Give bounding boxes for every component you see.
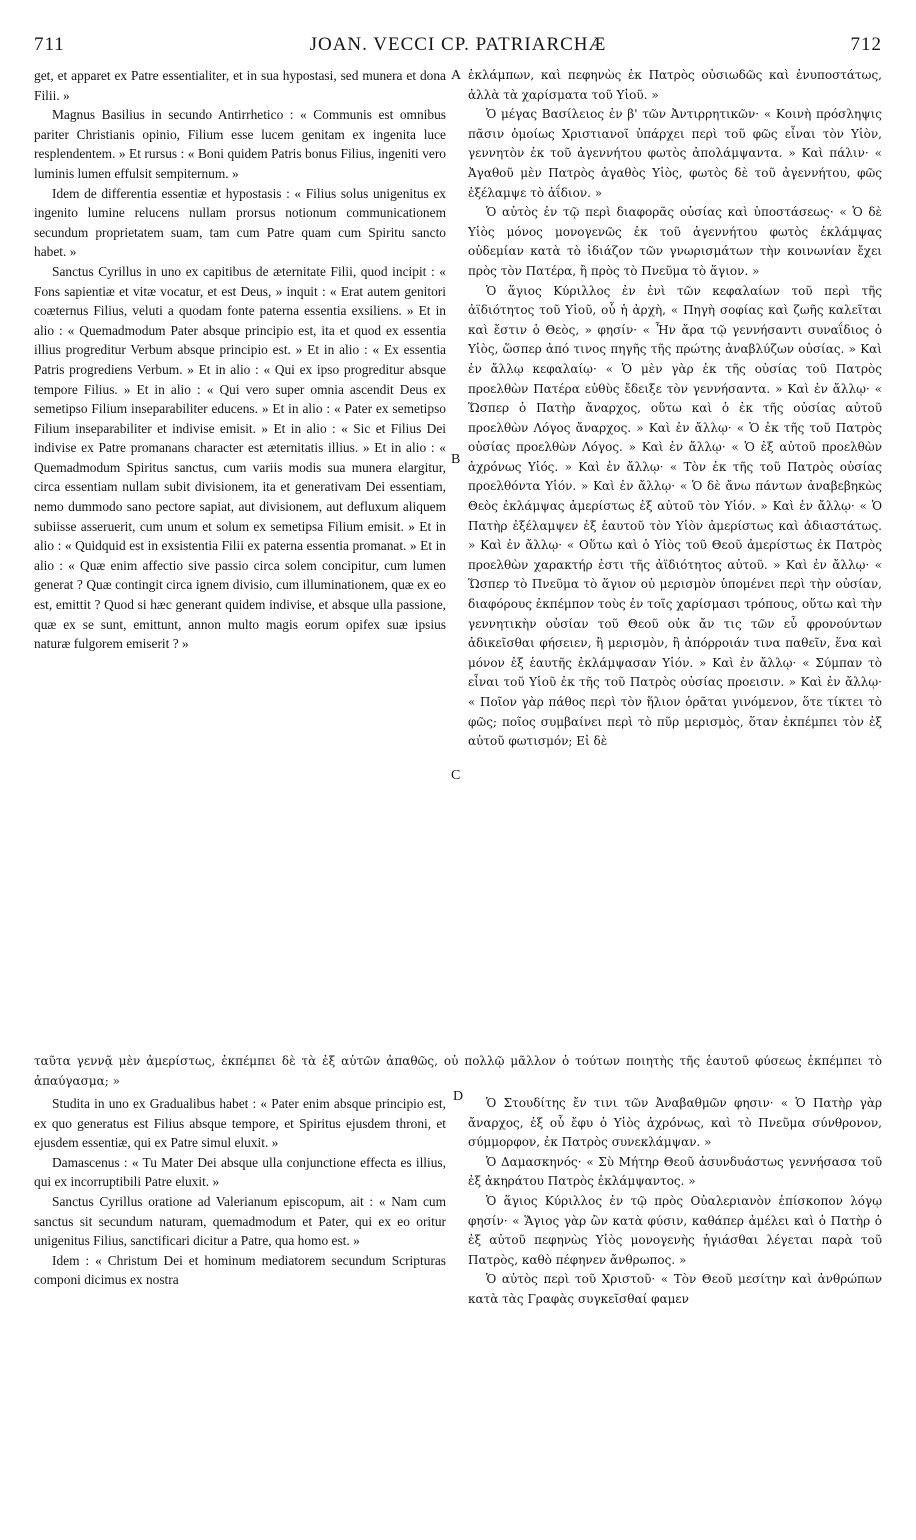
greek-paragraph: Ὁ αὐτὸς περὶ τοῦ Χριστοῦ· « Τὸν Θεοῦ μεσίτην καὶ ἀνθρώπων κατὰ τὰς Γραφὰς συγκεῖσθαί φαμεν	[468, 1272, 882, 1306]
latin-paragraph: Idem de differentia essentiæ et hypostasis : « Filius solus unigenitus ex ingenito lumine relucens nullam prorsus notionum communicationem secundum proprietatem suam, tam cum Patre quam cum Spiritu sancto habet. »	[34, 185, 446, 260]
latin-column-bottom	[34, 1094, 446, 1290]
greek-paragraph: Ὁ μέγας Βασίλειος ἐν β' τῶν Ἀντιρρητικῶν· « Κοινὴ πρόσληψις πᾶσιν ὁμοίως Χριστιανοῖ ὑπάρχει περὶ τοῦ φῶς εἶναι τὸν Υἱὸν, γεννητὸν ἐκ τοῦ ἀγεννήτου φωτὸς ἀπολάμψαντα. » Καὶ πάλιν· « Ἀγαθοῦ μὲν Πατρὸς ἀγαθὸς Υἱὸς, φωτὸς δὲ τοῦ ἀγεννήτου, φῶς ἐξέλαμψε τὸ ἀΐδιον. »	[468, 107, 882, 200]
latin-paragraph: get, et apparet ex Patre essentialiter, et in sua hypostasi, sed munera et dona Filii. »	[34, 68, 446, 103]
running-title: JOAN. VECCI CP. PATRIARCHÆ	[309, 34, 607, 55]
latin-paragraph: Sanctus Cyrillus in uno ex capitibus de æternitate Filii, quod incipit : « Fons sapientiæ et vitæ vocatur, et est Deus, » inquit : « Erat autem genitori coæternus Filius, veluti a quodam fonte paterna essentia exsiliens. » Et in alio : « Quemadmodum Pater absque principio est, ita et quod ex essentia illius progreditur Verbum absque principio est. » Et in alio : « Ex essentia Patris progrediens Verbum. » Et in alio : « Qui ex ipso progreditur absque tempore Filius. » Et in alio : « Qui vero super omnia ascendit Deus ex semetipso Filium inseparabiliter educens. » Et in alio : « Pater ex semetipso Filium inseparabiliter et indivise emisit. » Et in alio : « Sic et Filius Dei indivise ex Patre promanans character est æternitatis illius. » Et in alio : « Quemadmodum Spiritus sanctus, cum variis modis sua munera elargitur, circa essentiam nullam subit divisionem, ita et generativam Dei essentiam, nemo dummodo sano pectore sapiat, aut divisionem, aut defluxum aliquem subiisse asseruerit, cum unum et solum ex semetipsa Filium emisit. » Et in alio : « Quidquid est in exsistentia Filii ex paterna essentia promanat. » Et in alio : « Quæ enim affectio sive passio circa solem concipitur, cum lumen generat ? Quæ contingit circa ignem divisio, cum illuminationem, quæ ex eo est, emittit ? Quod si hæc generant quidem indivise, et absque ulla passione, quæ ex se sunt, emittunt, annon multo magis eorum opifex suæ ipsius naturæ fulgorem emiserit ? »	[34, 263, 446, 652]
margin-marker-d: D	[453, 1089, 464, 1104]
latin-paragraph: Idem : « Christum Dei et hominum mediatorem secundum Scripturas componi dicimus ex nostra	[34, 1252, 446, 1288]
greek-column-bottom	[468, 1094, 882, 1310]
latin-column-top	[34, 66, 446, 654]
greek-column-top	[468, 66, 882, 752]
margin-marker-b: B	[451, 452, 461, 467]
greek-paragraph: Ὁ ἅγιος Κύριλλος ἐν ἑνὶ τῶν κεφαλαίων τοῦ περὶ τῆς ἀϊδιότητος τοῦ Υἱοῦ, οὗ ἡ ἀρχὴ, « Πηγὴ σοφίας καὶ ζωῆς καλεῖται καὶ ἔστιν ὁ Θεὸς, » φησίν· « Ἦν ἄρα τῷ γεννήσαντι συναΐδιος ὁ Υἱὸς, ὥσπερ ἀπό τινος πηγῆς τῆς πρώτης ἀναβλύζων οὐσίας. » Καὶ ἐν ἄλλῳ κεφαλαίῳ· « Ὁ μὲν γὰρ ἐκ τῆς οὐσίας τοῦ Πατρὸς προελθὼν Πατέρα εὐθὺς ἔδειξε τὸν γεννήσαντα. » Καὶ ἐν ἄλλῳ· « Ὥσπερ ὁ Πατὴρ ἄναρχος, οὕτω καὶ ὁ ἐκ τῆς οὐσίας αὐτοῦ προελθὼν Λόγος ἄναρχος. » Καὶ ἐν ἄλλῳ· « Ὁ ἐκ τῆς τοῦ Πατρὸς οὐσίας προελθὼν Λόγος. » Καὶ ἐν ἄλλῳ· « Ὁ ἐξ αὐτοῦ προελθὼν ἀχρόνως Υἱός. » Καὶ ἐν ἄλλῳ· « Τὸν ἐκ τῆς τοῦ Πατρὸς οὐσίας προελθόντα Υἱόν. » Καὶ ἐν ἄλλῳ· « Ὁ δὲ ἄνω πάντων ἀναβεβηκὼς Θεὸς ἐκλάμψας ἀμερίστως ἐξ αὐτοῦ τὸν Υἱόν. » Καὶ ἐν ἄλλῳ· « Ὁ Πατὴρ ἐξέλαμψεν ἐξ ἑαυτοῦ τὸν Υἱὸν ἀμερίστως καὶ ἀδιαστάτως. » Καὶ ἐν ἄλλῳ· « Οὕτω καὶ ὁ Υἱὸς τοῦ Θεοῦ ἀμερίστως ἐκ Πατρὸς προελθὼν χαρακτήρ ἐστι τῆς ἀϊδιότητος αὐτοῦ. » Καὶ ἐν ἄλλῳ· « Ὥσπερ τὸ Πνεῦμα τὸ ἅγιον οὐ μερισμὸν ὑπομένει περὶ τὴν οὐσίαν, διαφόρους ἐκπέμπον τοὺς ἐν τοῖς χαρίσμασι τρόπους, οὕτω καὶ τὴν γεννητικὴν οὐσίαν τοῦ Θεοῦ οὐκ ἄν τις τῶν εὖ φρονούντων ἀδικεῖσθαι φήσειεν, ἢ μερισμὸν, ἢ ἀπόρροιάν τινα παθεῖν, ἕνα καὶ μόνον ἐξ ἑαυτῆς ἐκλάμψασαν Υἱόν. » Καὶ ἐν ἄλλῳ· « Σύμπαν τὸ εἶναι τοῦ Υἱοῦ ἐκ τῆς τοῦ Πατρὸς οὐσίας προεισιν. » Καὶ ἐν ἄλλῳ· « Ποῖον γὰρ πάθος περὶ τὸν ἥλιον ὁρᾶται γινόμενον, ὅτε τίκτει τὸ φῶς; ποῖος συμβαίνει περὶ τὸ πῦρ μερισμὸς, ὅταν ἐκπέμπει τὸν ἐξ αὐτοῦ φωτισμόν; Εἰ δὲ	[468, 283, 882, 749]
margin-marker-a: A	[451, 68, 462, 83]
page-number-right: 712	[850, 34, 882, 55]
greek-paragraph: Ὁ Στουδίτης ἔν τινι τῶν Ἀναβαθμῶν φησιν· « Ὁ Πατὴρ γὰρ ἄναρχος, ἐξ οὗ ἔφυ ὁ Υἱὸς ἀχρόνως, καὶ τὸ Πνεῦμα σύνθρονον, σύμμορφον, ἐκ Πατρὸς συνεκλάμψαν. »	[468, 1096, 882, 1150]
greek-paragraph: ἐκλάμπων, καὶ πεφηνὼς ἐκ Πατρὸς οὐσιωδῶς καὶ ἐνυποστάτως, ἀλλὰ τὰ χαρίσματα τοῦ Υἱοῦ. »	[468, 68, 882, 102]
running-header	[34, 34, 882, 64]
latin-paragraph: Magnus Basilius in secundo Antirrhetico : « Communis est omnibus pariter Christianis opinio, Filium esse lucem genitam ex ingenita luce resplendentem. » Et rursus : « Boni quidem Patris bonus Filius, ingeniti vero luminis lumen effulsit sempiternum. »	[34, 107, 446, 181]
greek-paragraph: Ὁ αὐτὸς ἐν τῷ περὶ διαφορᾶς οὐσίας καὶ ὑποστάσεως· « Ὁ δὲ Υἱὸς μόνος μονογενῶς ἐκ τοῦ ἀγεννήτου φωτὸς ἐκλάμψας οὐδεμίαν κατὰ τὸ ἰδιάζον τῶν γνωρισμάτων τὴν κοινωνίαν ἔχει πρὸς τὸν Πατέρα, ἢ πρὸς τὸ Πνεῦμα τὸ ἅγιον. »	[468, 205, 882, 278]
margin-marker-c: C	[451, 768, 461, 783]
latin-paragraph: Damascenus : « Tu Mater Dei absque ulla conjunctione effecta es illius, qui ex incorruptibili Patre eluxit. »	[34, 1154, 446, 1190]
greek-paragraph: Ὁ Δαμασκηνός· « Σὺ Μήτηρ Θεοῦ ἀσυνδυάστως γεννήσασα τοῦ ἐξ ἀκηράτου Πατρὸς ἐκλάμψαντος. »	[468, 1154, 882, 1189]
latin-paragraph: Studita in uno ex Gradualibus habet : « Pater enim absque principio est, ex quo generatus est Filius absque tempore, et Spiritus ejusdem throni, et ejusdem essentiæ, qui ex Patre simul eluxit. »	[34, 1096, 446, 1151]
page-number-left: 711	[34, 34, 65, 55]
latin-paragraph: Sanctus Cyrillus oratione ad Valerianum episcopum, ait : « Nam cum sanctus sit secundum naturam, quemadmodum et Pater, qui ex eo oritur unigenitus Filius, sanctificari dicitur a Patre, qua homo est. »	[34, 1193, 446, 1249]
greek-paragraph: Ὁ ἅγιος Κύριλλος ἐν τῷ πρὸς Οὐαλεριανὸν ἐπίσκοπον λόγῳ φησίν· « Ἅγιος γὰρ ὢν κατὰ φύσιν, καθάπερ ἀμέλει καὶ ὁ Πατὴρ ὁ ἐξ αὐτοῦ πεφηνὼς Υἱὸς μονογενὴς ἡγιάσθαι λέγεται παρὰ τοῦ Πατρὸς, καθὸ πέφηνεν ἄνθρωπος. »	[468, 1193, 882, 1267]
greek-full-width-line: ταῦτα γεννᾷ μὲν ἀμερίστως, ἐκπέμπει δὲ τὰ ἐξ αὐτῶν ἀπαθῶς, οὐ πολλῷ μᾶλλον ὁ τούτων ποιητὴς τῆς ἑαυτοῦ φύσεως ἐκπέμπει τὸ ἀπαύγασμα; »	[34, 1054, 882, 1088]
